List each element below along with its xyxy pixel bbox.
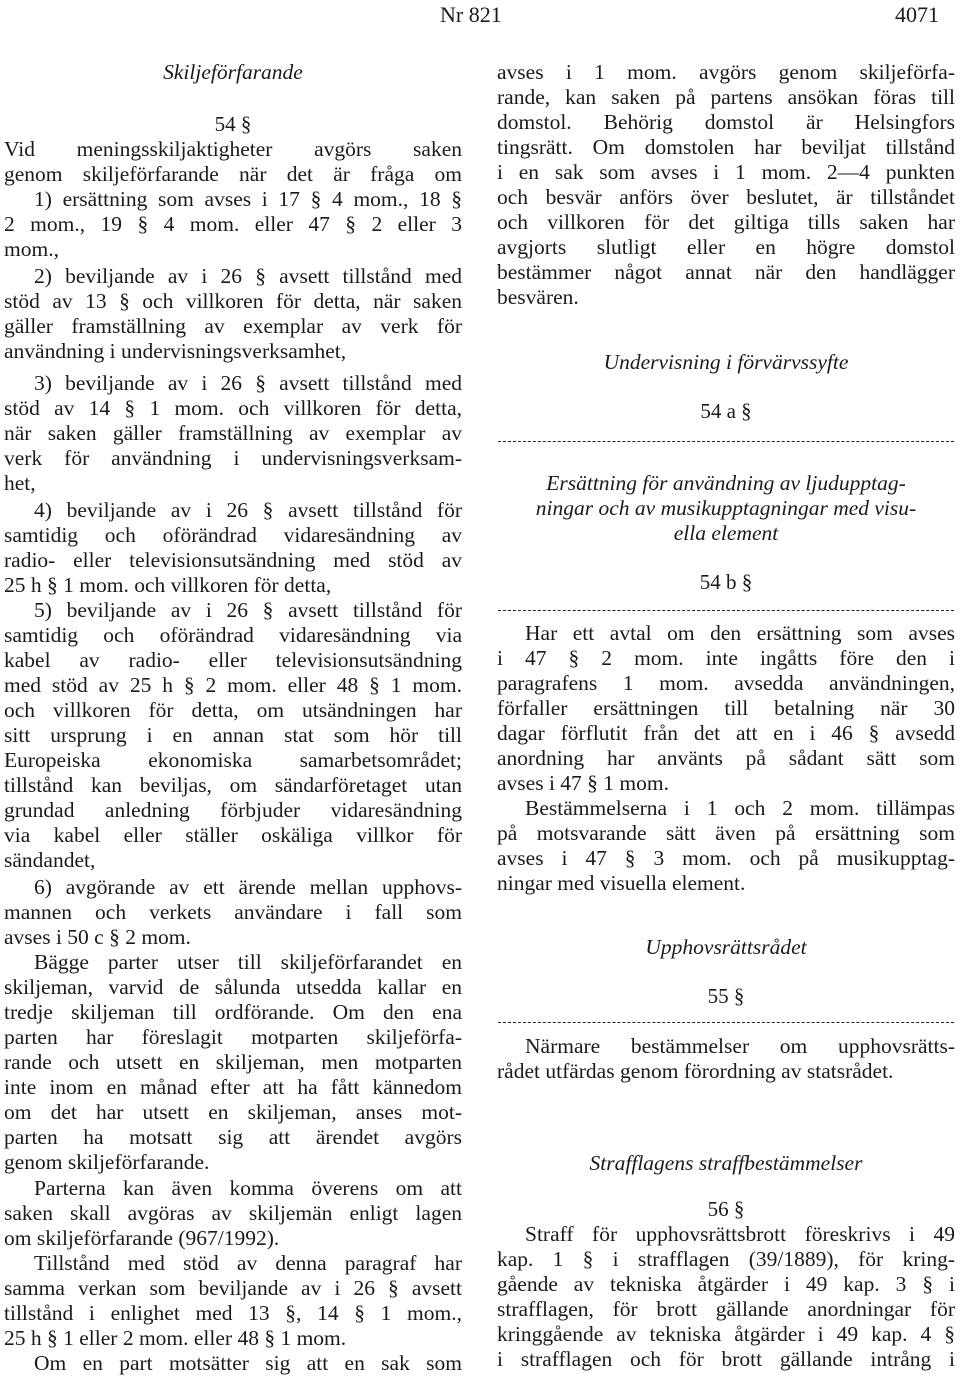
text-line: avgjorts slutligt eller en högre domstol: [497, 235, 955, 259]
text-line: 3) beviljande av i 26 § avsett tillstånd med: [34, 371, 462, 395]
text-line: i 47 § 2 mom. inte ingåtts före den i: [497, 646, 955, 670]
section-number: 56 §: [707, 1197, 745, 1221]
text-line: sändandet,: [4, 848, 96, 872]
text-line: och villkoren för det giltiga tills saken har: [497, 210, 955, 234]
text-line: grundad anledning förbjuder vidaresändning: [4, 798, 462, 822]
text-line: mannen och verkets användare i fall som: [4, 900, 462, 924]
text-line: användning i undervisningsverksamhet,: [4, 339, 347, 363]
text-line: rådet utfärdas genom förordning av statsrådet.: [497, 1059, 894, 1083]
text-line: och besvär anförs över beslutet, är tillståndet: [497, 185, 955, 209]
text-line: 2 mom., 19 § 4 mom. eller 47 § 2 eller 3: [4, 212, 462, 236]
text-line: paragrafens 1 mom. avsedda användningen,: [497, 671, 955, 695]
text-line: kringgående av tekniska åtgärder i 49 kap. 4 §: [497, 1322, 955, 1346]
text-line: Om en part motsätter sig att en sak som: [34, 1351, 462, 1375]
text-line: sitt ursprung i en annan stat som hör till: [4, 723, 462, 747]
text-line: om det har utsett en skiljeman, anses mot-: [4, 1100, 462, 1124]
text-line: inte inom en månad efter att ha fått kännedom: [4, 1075, 462, 1099]
section-number: 54 a §: [700, 399, 752, 423]
text-line: strafflagen, för brott gällande anordningar för: [497, 1297, 955, 1321]
text-line: parten har föreslagit motparten skiljeförfa-: [4, 1025, 462, 1049]
text-line: 25 h § 1 mom. och villkoren för detta,: [4, 573, 332, 597]
text-line: samtidig och oförändrad vidaresändning av: [4, 523, 462, 547]
text-line: och villkoren för detta, om utsändningen har: [4, 698, 462, 722]
section-heading: Ersättning för användning av ljudupptag-: [546, 471, 906, 495]
section-heading: ella element: [673, 521, 779, 545]
text-line: Tillstånd med stöd av denna paragraf har: [34, 1251, 462, 1275]
text-line: i en sak som avses i 1 mom. 2—4 punkten: [497, 160, 955, 184]
text-line: avses i 1 mom. avgörs genom skiljeförfa-: [497, 60, 955, 84]
text-line: tillstånd i enlighet med 13 §, 14 § 1 mom.,: [4, 1301, 462, 1325]
text-line: 5) beviljande av i 26 § avsett tillstånd för: [34, 598, 462, 622]
text-line: Har ett avtal om den ersättning som avses: [525, 621, 955, 645]
text-line: avses i 50 c § 2 mom.: [4, 925, 191, 949]
text-line: Straff för upphovsrättsbrott föreskrivs i 49: [525, 1222, 955, 1246]
text-line: Parterna kan även komma överens om att: [34, 1176, 462, 1200]
page-header-page: 4071: [895, 2, 939, 27]
text-line: Vid meningsskiljaktigheter avgörs saken: [4, 137, 462, 161]
text-line: på motsvarande sätt även på ersättning som: [497, 821, 955, 845]
text-line: förfaller ersättningen till betalning när 30: [497, 696, 955, 720]
text-line: Bägge parter utser till skiljeförfarandet en: [34, 950, 462, 974]
section-heading: Undervisning i förvärvssyfte: [603, 350, 849, 374]
text-line: gående av tekniska åtgärder i 49 kap. 3 § i: [497, 1272, 955, 1296]
section-heading: Skiljeförfarande: [163, 60, 303, 84]
text-line: gäller framställning av exemplar av verk för: [4, 314, 462, 338]
text-line: i strafflagen och för brott gällande intrång i: [497, 1347, 955, 1371]
section-heading: Upphovsrättsrådet: [645, 935, 807, 959]
text-line: mom.,: [4, 237, 59, 261]
text-line: när saken gäller framställning av exemplar av: [4, 421, 462, 445]
text-line: 2) beviljande av i 26 § avsett tillstånd med: [34, 264, 462, 288]
text-line: samtidig och oförändrad vidaresändning via: [4, 623, 462, 647]
section-number: 54 b §: [699, 570, 753, 594]
text-line: 1) ersättning som avses i 17 § 4 mom., 18 §: [34, 187, 462, 211]
text-line: het,: [4, 471, 36, 495]
section-number: 54 §: [214, 112, 252, 136]
text-line: kabel av radio- eller televisionsutsändning: [4, 648, 462, 672]
text-line: 25 h § 1 eller 2 mom. eller 48 § 1 mom.: [4, 1326, 347, 1350]
text-line: radio- eller televisionsutsändning med stöd av: [4, 548, 462, 572]
text-line: skiljeman, varvid de sålunda utsedda kallar en: [4, 975, 462, 999]
text-line: genom skiljeförfarande när det är fråga om: [4, 162, 462, 186]
text-line: om skiljeförfarande (967/1992).: [4, 1226, 280, 1250]
text-line: stöd av 14 § 1 mom. och villkoren för detta,: [4, 396, 462, 420]
text-line: anordning har använts på sådant sätt som: [497, 746, 955, 770]
text-line: besvären.: [497, 285, 579, 309]
text-line: bestämmer något annat när den handlägger: [497, 260, 955, 284]
text-line: Bestämmelserna i 1 och 2 mom. tillämpas: [525, 796, 955, 820]
text-line: avses i 47 § 3 mom. och på musikupptag-: [497, 846, 955, 870]
text-line: via kabel eller ställer oskäliga villkor för: [4, 823, 462, 847]
text-line: Närmare bestämmelser om upphovsrätts-: [525, 1034, 955, 1058]
text-line: stöd av 13 § och villkoren för detta, när saken: [4, 289, 462, 313]
text-line: domstol. Behörig domstol är Helsingfors: [497, 110, 955, 134]
text-line: rande och utsett en skiljeman, men motparten: [4, 1050, 462, 1074]
text-line: 4) beviljande av i 26 § avsett tillstånd för: [34, 498, 462, 522]
section-heading: ningar och av musikupptagningar med visu-: [535, 496, 917, 520]
text-line: saken skall avgöras av skiljemän enligt lagen: [4, 1201, 462, 1225]
text-line: dagar förflutit från det att en i 46 § avsedd: [497, 721, 955, 745]
omission-dashes: [498, 441, 954, 442]
text-line: tillstånd kan beviljas, om sändarföretaget utan: [4, 773, 462, 797]
page-header-number: Nr 821: [440, 2, 502, 27]
text-line: med stöd av 25 h § 2 mom. eller 48 § 1 mom.: [4, 673, 462, 697]
text-line: avses i 47 § 1 mom.: [497, 771, 669, 795]
text-line: ningar med visuella element.: [497, 871, 746, 895]
section-heading: Strafflagens straffbestämmelser: [589, 1151, 863, 1175]
text-line: genom skiljeförfarande.: [4, 1150, 210, 1174]
text-line: samma verkan som beviljande av i 26 § avsett: [4, 1276, 462, 1300]
text-line: parten ha motsatt sig att ärendet avgörs: [4, 1125, 462, 1149]
text-line: verk för användning i undervisningsverksam-: [4, 446, 462, 470]
text-line: rande, kan saken på partens ansökan föras till: [497, 85, 955, 109]
omission-dashes: [498, 610, 954, 611]
section-number: 55 §: [707, 984, 745, 1008]
text-line: Europeiska ekonomiska samarbetsområdet;: [4, 748, 462, 772]
omission-dashes: [498, 1022, 954, 1023]
text-line: 6) avgörande av ett ärende mellan upphovs-: [34, 875, 462, 899]
text-line: tredje skiljeman till ordförande. Om den ena: [4, 1000, 462, 1024]
text-line: tingsrätt. Om domstolen har beviljat tillstånd: [497, 135, 955, 159]
text-line: kap. 1 § i strafflagen (39/1889), för kring-: [497, 1247, 955, 1271]
